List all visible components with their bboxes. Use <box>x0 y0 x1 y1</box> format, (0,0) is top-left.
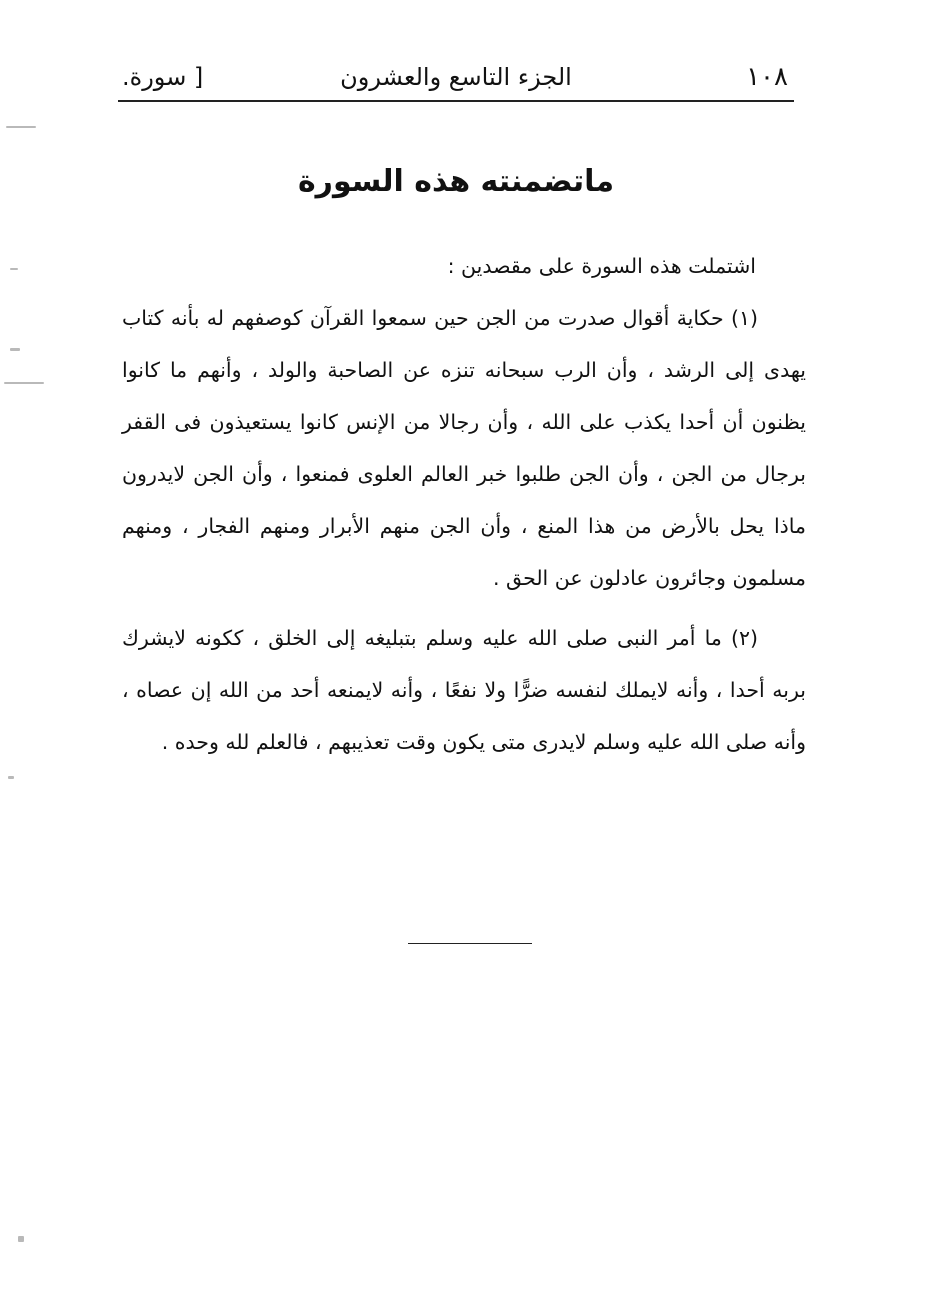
scan-speck <box>4 382 44 384</box>
scan-speck <box>8 776 14 779</box>
paragraph-number: (٢) <box>730 626 758 650</box>
paragraph-text: ما أمر النبى صلى الله عليه وسلم بتبليغه إلى الخلق ، ككونه لايشرك بربه أحدا ، وأنه لايملك لنفسه ضرًّا ولا نفعًا ، وأنه لايمنعه أحد من الله إن عصاه ، وأنه صلى الله عليه وسلم لايدرى متى يكون وقت تعذيبهم ، فالعلم لله وحده . <box>122 626 806 754</box>
scan-speck <box>6 126 36 128</box>
running-title: الجزء التاسع والعشرون <box>340 63 572 91</box>
body-text <box>122 240 806 768</box>
paragraph-number: (١) <box>730 306 758 330</box>
scan-speck <box>10 268 18 270</box>
end-rule <box>408 943 532 944</box>
page-number: ١٠٨ <box>746 62 788 92</box>
scan-speck <box>10 348 20 351</box>
paragraph-2 <box>122 612 806 768</box>
surah-label: [ سورة. <box>122 63 204 91</box>
page-header <box>118 58 794 102</box>
paragraph-text: حكاية أقوال صدرت من الجن حين سمعوا القرآن كوصفهم له بأنه كتاب يهدى إلى الرشد ، وأن الرب سبحانه تنزه عن الصاحبة والولد ، وأنهم ما كانوا يظنون أن أحدا يكذب على الله ، وأن رجالا من الإنس كانوا يستعيذون فى القفر برجال من الجن ، وأن الجن طلبوا خبر العالم العلوى فمنعوا ، وأن الجن لايدرون ماذا يحل بالأرض من هذا المنع ، وأن الجن منهم الأبرار ومنهم الفجار ، ومنهم مسلمون وجائرون عادلون عن الحق . <box>122 306 806 590</box>
section-title: ماتضمنته هذه السورة <box>297 164 615 199</box>
paragraph-1 <box>122 292 806 604</box>
scan-speck <box>18 1236 24 1242</box>
header-rule <box>118 100 794 102</box>
intro-line: اشتملت هذه السورة على مقصدين : <box>447 254 756 278</box>
